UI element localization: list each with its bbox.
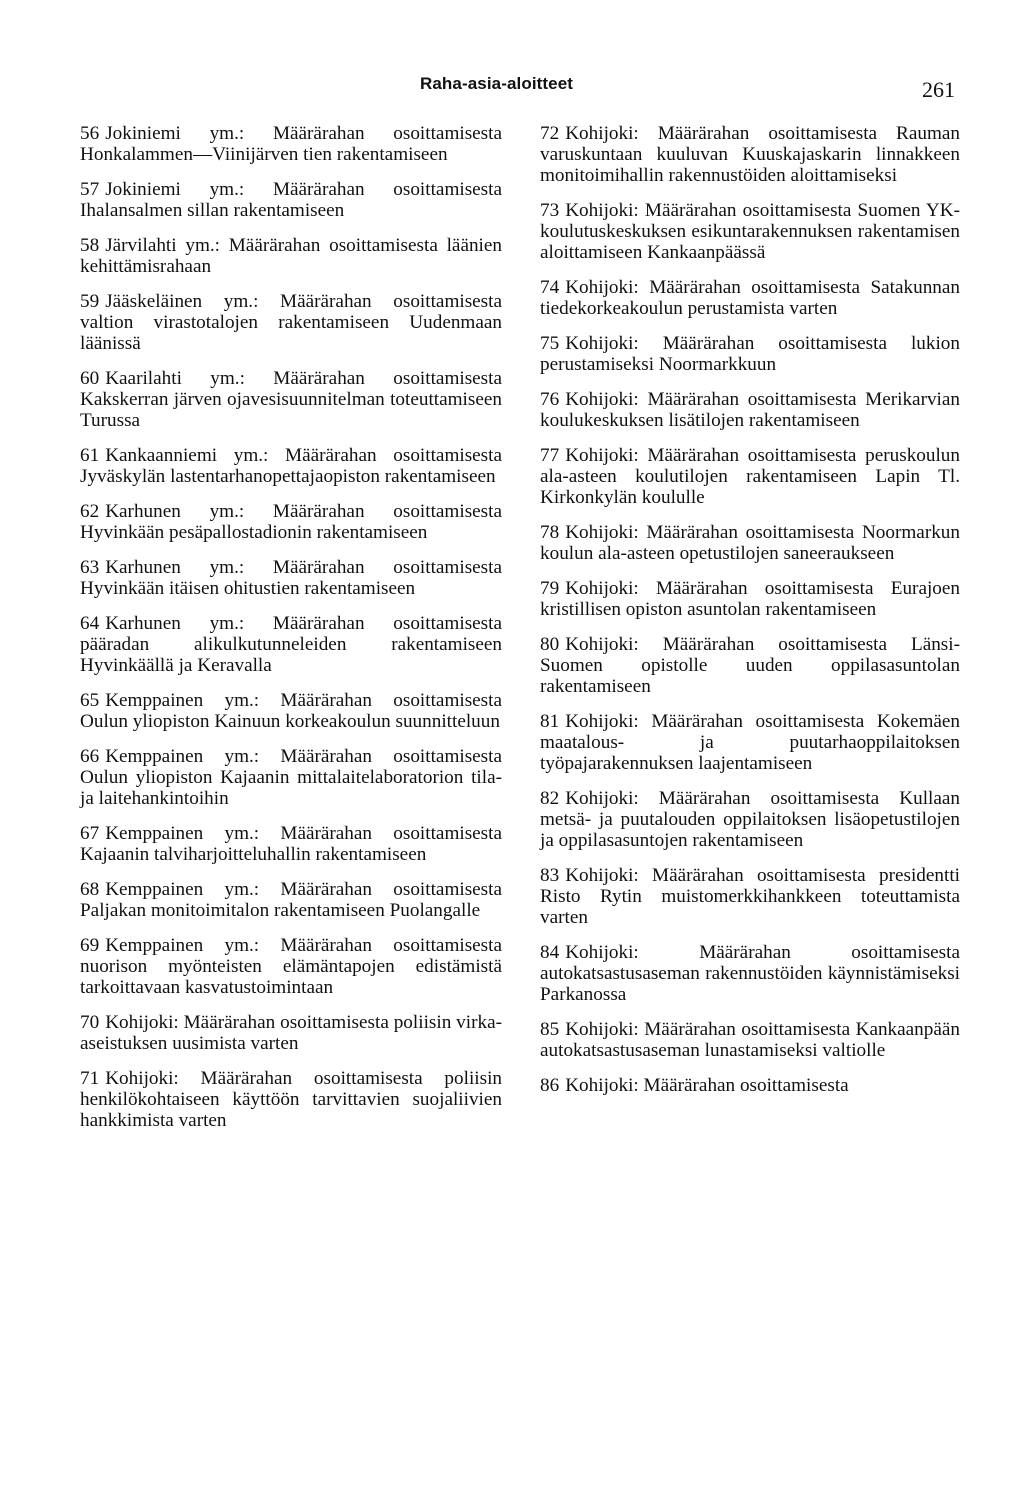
motion-text: Kohijoki: Määrärahan osoittamisesta Kullaan metsä- ja puutalouden oppilaitoksen lisäopetustilojen ja oppilasasuntojen rakentamiseen [540,788,960,851]
motion-text: Kohijoki: Määrärahan osoittamisesta Kokemäen maatalous- ja puutarhaoppilaitoksen työpajarakennuksen laajentamiseen [540,711,960,774]
motion-number: 72 [540,123,560,144]
motion-text: Kohijoki: Määrärahan osoittamisesta peruskoulun ala-asteen koulutilojen rakentamiseen Lapin Tl. Kirkonkylän koululle [540,445,960,508]
motion-entry [80,291,502,354]
running-title: Raha-asia-aloitteet [420,74,574,93]
motion-entry [80,179,502,221]
motion-entry [80,1012,502,1054]
motion-number: 64 [80,613,100,634]
motion-text: Jokiniemi ym.: Määrärahan osoittamisesta Ihalansalmen sillan rakentamiseen [80,179,502,221]
motion-text: Kohijoki: Määrärahan osoittamisesta Rauman varuskuntaan kuuluvan Kuuskajaskarin linnakkeen monitoimihallin rakennustöiden aloittamiseksi [540,123,960,186]
motion-text: Karhunen ym.: Määrärahan osoittamisesta pääradan alikulkutunneleiden rakentamiseen Hyvinkäällä ja Keravalla [80,613,502,676]
motion-text: Kohijoki: Määrärahan osoittamisesta Suomen YK-koulutuskeskuksen esikuntarakennuksen rakentamisen aloittamiseen Kankaanpäässä [540,200,960,263]
motion-entry [80,879,502,921]
right-column [540,123,960,1110]
motion-entry [540,578,960,620]
motion-text: Kemppainen ym.: Määrärahan osoittamisesta Kajaanin talviharjoitteluhallin rakentamiseen [80,823,502,865]
motion-text: Kemppainen ym.: Määrärahan osoittamisesta nuorison myönteisten elämäntapojen edistämistä tarkoittavaan kasvatustoimintaan [80,935,502,998]
motion-number: 86 [540,1075,560,1096]
motion-number: 70 [80,1012,100,1033]
motion-number: 82 [540,788,560,809]
motion-text: Kohijoki: Määrärahan osoittamisesta autokatsastusaseman rakennustöiden käynnistämiseksi Parkanossa [540,942,960,1005]
left-column [80,123,502,1145]
motion-number: 58 [80,235,100,256]
motion-number: 59 [80,291,100,312]
motion-entry [540,942,960,1005]
motion-text: Jääskeläinen ym.: Määrärahan osoittamisesta valtion virastotalojen rakentamiseen Uudenmaan läänissä [80,291,502,354]
page-header [0,74,1024,104]
motion-entry [80,557,502,599]
motion-entry [80,746,502,809]
motion-number: 77 [540,445,560,466]
motion-number: 74 [540,277,560,298]
motion-number: 62 [80,501,100,522]
motion-text: Kohijoki: Määrärahan osoittamisesta poliisin henkilökohtaiseen käyttöön tarvittavien suojaliivien hankkimista varten [80,1068,502,1131]
motion-text: Kohijoki: Määrärahan osoittamisesta Länsi-Suomen opistolle uuden oppilasasuntolan rakentamiseen [540,634,960,697]
motion-number: 80 [540,634,560,655]
motion-text: Kohijoki: Määrärahan osoittamisesta poliisin virka-aseistuksen uusimista varten [80,1012,502,1054]
motion-number: 75 [540,333,560,354]
motion-number: 78 [540,522,560,543]
motion-entry [80,1068,502,1131]
motion-entry [80,235,502,277]
motion-entry [540,865,960,928]
motion-number: 65 [80,690,100,711]
motion-entry [80,690,502,732]
motion-text: Kohijoki: Määrärahan osoittamisesta lukion perustamiseksi Noormarkkuun [540,333,960,375]
motion-number: 71 [80,1068,100,1089]
motion-entry [540,1019,960,1061]
motion-entry [80,501,502,543]
motion-text: Kohijoki: Määrärahan osoittamisesta [565,1075,849,1096]
motion-text: Kohijoki: Määrärahan osoittamisesta presidentti Risto Rytin muistomerkkihankkeen toteuttamista varten [540,865,960,928]
motion-text: Kohijoki: Määrärahan osoittamisesta Kankaanpään autokatsastusaseman lunastamiseksi valtiolle [540,1019,960,1061]
motion-entry [540,445,960,508]
motion-number: 69 [80,935,100,956]
motion-number: 56 [80,123,100,144]
motion-text: Kohijoki: Määrärahan osoittamisesta Merikarvian koulukeskuksen lisätilojen rakentamiseen [540,389,960,431]
motion-number: 61 [80,445,100,466]
motion-number: 57 [80,179,100,200]
motion-entry [540,634,960,697]
motion-text: Kohijoki: Määrärahan osoittamisesta Noormarkun koulun ala-asteen opetustilojen saneeraukseen [540,522,960,564]
motion-text: Kemppainen ym.: Määrärahan osoittamisesta Paljakan monitoimitalon rakentamiseen Puolangalle [80,879,502,921]
motion-entry [540,711,960,774]
motion-number: 84 [540,942,560,963]
motion-text: Kohijoki: Määrärahan osoittamisesta Eurajoen kristillisen opiston asuntolan rakentamiseen [540,578,960,620]
motion-text: Kemppainen ym.: Määrärahan osoittamisesta Oulun yliopiston Kainuun korkeakoulun suunnitteluun [80,690,502,732]
motion-entry [540,389,960,431]
motion-number: 76 [540,389,560,410]
motion-number: 60 [80,368,100,389]
motion-number: 67 [80,823,100,844]
motion-entry [80,368,502,431]
motion-entry [80,613,502,676]
motion-entry [540,123,960,186]
motion-number: 66 [80,746,100,767]
motion-entry [540,522,960,564]
motion-text: Jokiniemi ym.: Määrärahan osoittamisesta Honkalammen—Viinijärven tien rakentamiseen [80,123,502,165]
motion-entry [80,823,502,865]
motion-text: Karhunen ym.: Määrärahan osoittamisesta Hyvinkään pesäpallostadionin rakentamiseen [80,501,502,543]
motion-entry [540,1075,960,1096]
motion-text: Kemppainen ym.: Määrärahan osoittamisesta Oulun yliopiston Kajaanin mittalaitelaboratorion tila- ja laitehankintoihin [80,746,502,809]
motion-text: Kohijoki: Määrärahan osoittamisesta Satakunnan tiedekorkeakoulun perustamista varten [540,277,960,319]
motion-number: 85 [540,1019,560,1040]
motion-entry [540,277,960,319]
motion-entry [80,445,502,487]
page-number: 261 [922,77,955,102]
motion-text: Kaarilahti ym.: Määrärahan osoittamisesta Kakskerran järven ojavesisuunnitelman toteuttamiseen Turussa [80,368,502,431]
motion-entry [80,935,502,998]
motion-number: 73 [540,200,560,221]
motion-number: 79 [540,578,560,599]
motion-number: 63 [80,557,100,578]
motion-number: 81 [540,711,560,732]
motion-number: 83 [540,865,560,886]
motion-entry [540,788,960,851]
motion-text: Karhunen ym.: Määrärahan osoittamisesta Hyvinkään itäisen ohitustien rakentamiseen [80,557,502,599]
motion-text: Kankaanniemi ym.: Määrärahan osoittamisesta Jyväskylän lastentarhanopettajaopiston rakentamiseen [80,445,502,487]
motion-entry [540,333,960,375]
motion-entry [540,200,960,263]
motion-number: 68 [80,879,100,900]
motion-entry [80,123,502,165]
motion-text: Järvilahti ym.: Määrärahan osoittamisesta läänien kehittämisrahaan [80,235,502,277]
